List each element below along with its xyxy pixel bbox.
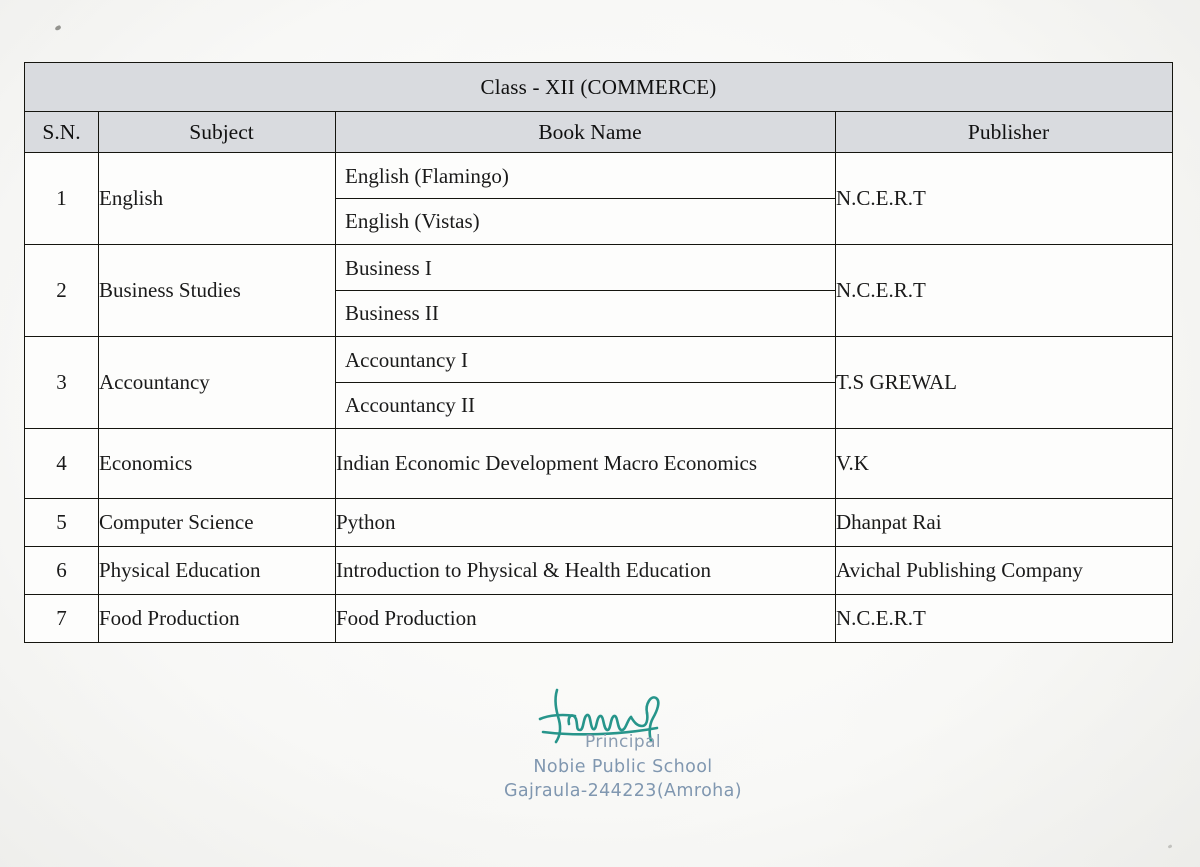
row-book-names	[336, 153, 836, 245]
row-publisher: Dhanpat Rai	[836, 499, 1173, 547]
row-book-names: Python	[336, 499, 836, 547]
column-header-subject: Subject	[99, 112, 336, 153]
row-serial-number: 1	[25, 153, 99, 245]
row-publisher: T.S GREWAL	[836, 337, 1173, 429]
row-subject: Accountancy	[99, 337, 336, 429]
table-row	[25, 153, 1173, 245]
book-name-item: English (Flamingo)	[336, 154, 835, 199]
column-header-sn: S.N.	[25, 112, 99, 153]
stamp-address: Gajraula-244223(Amroha)	[503, 781, 743, 801]
table-row	[25, 245, 1173, 337]
row-serial-number: 4	[25, 429, 99, 499]
column-header-publisher: Publisher	[836, 112, 1173, 153]
table-body	[25, 153, 1173, 643]
row-book-names: Food Production	[336, 595, 836, 643]
table-row	[25, 337, 1173, 429]
row-serial-number: 5	[25, 499, 99, 547]
stamp-school-name: Nobie Public School	[533, 757, 713, 777]
table-row	[25, 429, 1173, 499]
row-subject: Food Production	[99, 595, 336, 643]
row-book-names: Indian Economic Development Macro Economics	[336, 429, 836, 499]
row-subject: Physical Education	[99, 547, 336, 595]
table-column-header-row	[25, 112, 1173, 153]
booklist-table-container	[24, 62, 1172, 643]
stamp-designation: Principal	[584, 732, 662, 752]
table-title-row	[25, 63, 1173, 112]
row-book-names	[336, 337, 836, 429]
row-serial-number: 3	[25, 337, 99, 429]
book-name-item: English (Vistas)	[345, 208, 480, 233]
book-name-item: Business II	[345, 300, 439, 325]
row-publisher: N.C.E.R.T	[836, 245, 1173, 337]
column-header-book-name: Book Name	[336, 112, 836, 153]
table-row	[25, 595, 1173, 643]
book-name-item: Business I	[336, 246, 835, 291]
row-publisher: N.C.E.R.T	[836, 595, 1173, 643]
row-subject: English	[99, 153, 336, 245]
row-serial-number: 7	[25, 595, 99, 643]
row-subject: Business Studies	[99, 245, 336, 337]
table-title: Class - XII (COMMERCE)	[25, 63, 1173, 112]
row-publisher: V.K	[836, 429, 1173, 499]
book-name-item: Accountancy II	[345, 392, 476, 417]
row-serial-number: 2	[25, 245, 99, 337]
table-row	[25, 547, 1173, 595]
row-book-names: Introduction to Physical & Health Education	[336, 547, 836, 595]
row-publisher: Avichal Publishing Company	[836, 547, 1173, 595]
table-row	[25, 499, 1173, 547]
row-subject: Economics	[99, 429, 336, 499]
signature-block	[498, 686, 748, 801]
book-name-item: Accountancy I	[336, 338, 835, 383]
booklist-table	[24, 62, 1173, 643]
row-serial-number: 6	[25, 547, 99, 595]
row-subject: Computer Science	[99, 499, 336, 547]
table-header	[25, 63, 1173, 153]
row-book-names	[336, 245, 836, 337]
row-publisher: N.C.E.R.T	[836, 153, 1173, 245]
